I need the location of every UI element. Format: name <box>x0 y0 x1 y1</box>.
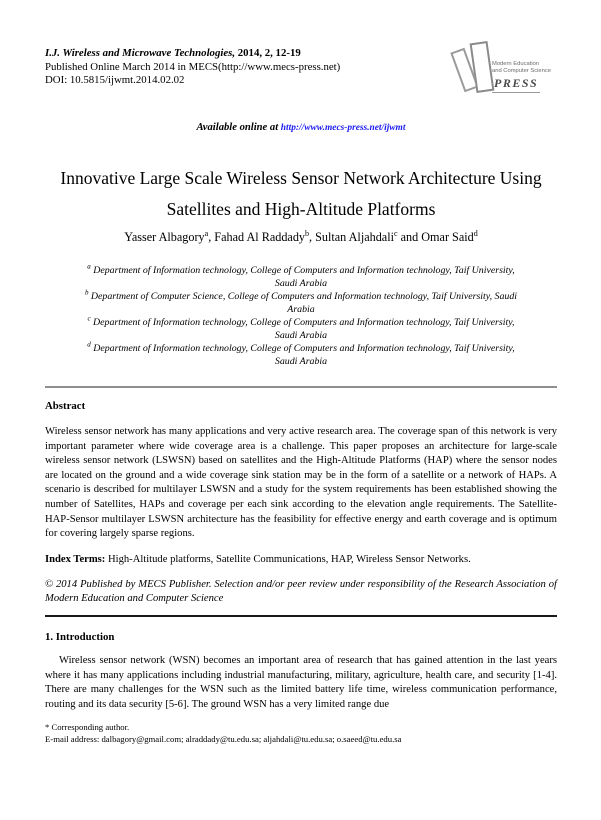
author-name: Omar Said <box>421 230 474 244</box>
section-divider <box>45 615 557 617</box>
author-list <box>45 230 557 245</box>
affiliation-mark: c <box>87 314 91 323</box>
affiliation-entry <box>45 290 557 316</box>
author-affiliation-mark: a <box>204 228 209 238</box>
introduction-paragraph: Wireless sensor network (WSN) becomes an important area of research that has gained attention in the last years where it has many applications including industrial manufacturing, military, agriculture, health care, and security [1-4]. There are many challenges for the WSN such as the limited battery life time, wireless communication performance, routing and its data security [5-6]. The ground WSN has a very limited range due <box>45 654 557 710</box>
mecs-press-logo <box>435 37 557 97</box>
author-affiliation-mark: c <box>393 228 398 238</box>
affiliation-entry <box>45 264 557 290</box>
author-affiliation-mark: d <box>473 228 478 238</box>
logo-text <box>492 61 556 93</box>
affiliation-line: Saudi Arabia <box>274 356 328 367</box>
affiliation-mark: d <box>87 340 91 349</box>
journal-citation-line <box>45 47 340 60</box>
journal-url-link[interactable]: http://www.mecs-press.net/ijwmt <box>280 123 406 133</box>
paper-title <box>45 163 557 225</box>
doi-line: DOI: 10.5815/ijwmt.2014.02.02 <box>45 74 185 86</box>
author-affiliation-mark: b <box>305 228 310 238</box>
abstract-heading: Abstract <box>45 400 86 412</box>
available-online-label: Available online at <box>196 122 281 133</box>
affiliation-mark: a <box>87 262 91 271</box>
index-terms-text: High-Altitude platforms, Satellite Communications, HAP, Wireless Sensor Networks. <box>107 553 471 565</box>
journal-header <box>45 47 557 97</box>
affiliation-line <box>45 264 557 277</box>
logo-org-line1: Modern Education <box>492 61 540 67</box>
footnote-block <box>45 721 557 745</box>
index-terms-label: Index Terms: <box>45 553 108 565</box>
journal-header-text <box>45 47 340 87</box>
affiliation-text: Department of Information technology, College of Computers and Information technology, Taif University, <box>93 317 515 328</box>
affiliation-line <box>45 342 557 355</box>
affiliation-text: Department of Information technology, College of Computers and Information technology, Taif University, <box>93 265 515 276</box>
affiliation-text: Department of Information technology, College of Computers and Information technology, Taif University, <box>93 343 515 354</box>
affiliation-line: Saudi Arabia <box>274 278 328 289</box>
affiliation-line <box>45 316 557 329</box>
affiliation-mark: b <box>84 288 89 297</box>
published-online-line: Published Online March 2014 in MECS(http://www.mecs-press.net) <box>45 61 341 73</box>
section-divider <box>45 386 557 388</box>
abstract-text: Wireless sensor network has many applications and very active research area. The coverage span of this network is very important parameter where wide coverage area is a challenge. This paper proposes an architecture for large-scale wireless sensor network (LSWSN) based on satellites and the High-Altitude Platforms (HAP) where the sensor nodes are located on the ground and a wide coverage sink station may be in the form of a satellite or a network of HAPs. A scenario is described for multilayer LSWSN and a study for the system requirements has been established showing the number of Satellites, HAPs and coverage per each sink according to the elevation angle requirements. The Satellite-HAP-Sensor multilayer LSWSN architecture has the feasibility for effective energy and earth coverage and is optimum for covering largely sparse regions. <box>45 426 557 540</box>
available-online-line <box>45 122 557 133</box>
affiliation-entry <box>45 316 557 342</box>
author-separator: , <box>309 230 316 244</box>
author-name: Sultan Aljahdali <box>315 230 394 244</box>
affiliation-text: Department of Computer Science, College of Computers and Information technology, Taif University, Saudi <box>90 291 518 302</box>
author-name: Fahad Al Raddady <box>214 230 306 244</box>
corresponding-author-note: * Corresponding author. <box>45 722 130 733</box>
author-name: Yasser Albagory <box>124 230 205 244</box>
paper-title-line1: Innovative Large Scale Wireless Sensor Network Architecture Using <box>60 168 542 188</box>
journal-name: I.J. Wireless and Microwave Technologies, <box>45 47 236 59</box>
copyright-notice: © 2014 Published by MECS Publisher. Selection and/or peer review under responsibility of the Research Association of Modern Education and Computer Science <box>45 578 557 605</box>
author-separator: , <box>208 230 215 244</box>
journal-issue-info: 2014, 2, 12-19 <box>235 47 301 59</box>
affiliation-list <box>45 264 557 368</box>
logo-press-label: PRESS <box>492 76 540 93</box>
affiliation-line: Arabia <box>287 304 315 315</box>
author-separator: and <box>397 230 422 244</box>
email-addresses-line: E-mail address: dalbagory@gmail.com; alraddady@tu.edu.sa; aljahdali@tu.edu.sa; o.saeed@tu.edu.sa <box>45 734 402 745</box>
affiliation-entry <box>45 342 557 368</box>
logo-org-line2: and Computer Science <box>492 67 551 74</box>
introduction-heading: 1. Introduction <box>45 630 115 643</box>
affiliation-line: Saudi Arabia <box>274 330 328 341</box>
affiliation-line <box>45 290 557 303</box>
index-terms-line <box>45 554 557 565</box>
paper-title-line2: Satellites and High-Altitude Platforms <box>166 199 436 219</box>
